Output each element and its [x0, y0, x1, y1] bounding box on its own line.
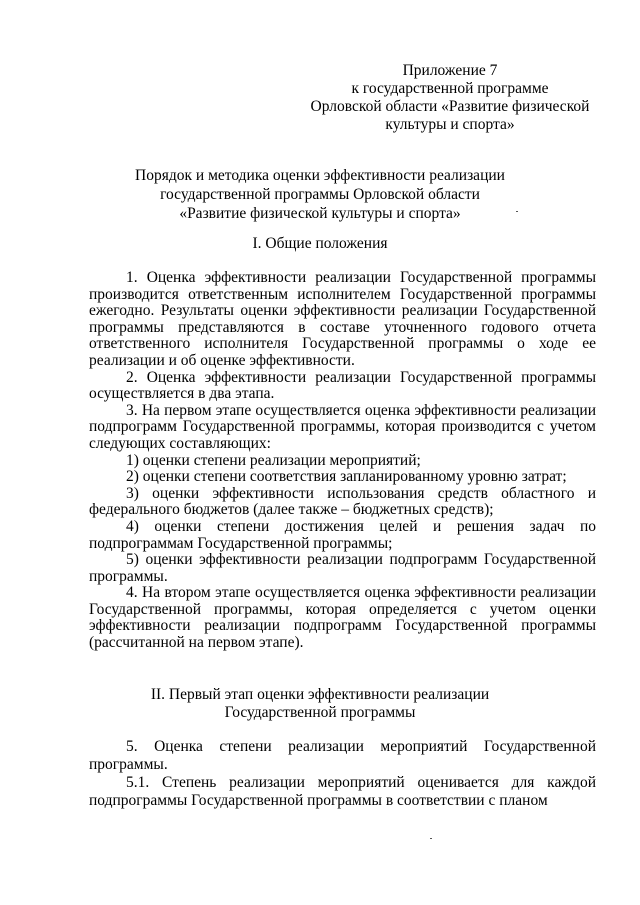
- appendix-line-3: Орловской области «Развитие физической: [310, 98, 590, 115]
- appendix-line-2: к государственной программе: [351, 80, 549, 97]
- title-line-3: «Развитие физической культуры и спорта»: [179, 205, 461, 222]
- list-item: 5) оценки эффективности реализации подпрограмм Государственной программы.: [89, 551, 596, 585]
- appendix-line-1: Приложение 7: [402, 62, 498, 79]
- section-2-body: [89, 738, 596, 810]
- scan-speck: [430, 838, 432, 839]
- paragraph: 5. Оценка степени реализации мероприятий Государственной программы.: [89, 738, 596, 773]
- section-2-heading-line-1: II. Первый этап оценки эффективности реализации: [150, 686, 490, 703]
- list-item: 4) оценки степени достижения целей и решения задач по подпрограммам Государственной программы;: [89, 517, 596, 552]
- document-title: [80, 166, 560, 223]
- section-2-heading: [80, 686, 560, 722]
- scan-speck: [516, 211, 518, 212]
- list-item: 3) оценки эффективности использования средств областного и федерального бюджетов (далее также – бюджетных средств);: [89, 484, 596, 519]
- title-line-1: Порядок и методика оценки эффективности реализации: [135, 167, 505, 184]
- section-1-heading: I. Общие положения: [252, 235, 388, 252]
- appendix-header: [300, 62, 600, 134]
- paragraph: 3. На первом этапе осуществляется оценка эффективности реализации подпрограмм Государственной программы, которая производится с учетом следующих составляющих:: [89, 401, 596, 452]
- paragraph: 5.1. Степень реализации мероприятий оценивается для каждой подпрограммы Государственной программы в соответствии с планом: [89, 774, 596, 809]
- section-2-heading-line-2: Государственной программы: [224, 704, 416, 721]
- paragraph: 2. Оценка эффективности реализации Государственной программы осуществляется в два этапа.: [89, 368, 596, 403]
- section-1-body: [89, 270, 596, 652]
- paragraph: 4. На втором этапе осуществляется оценка эффективности реализации Государственной программы, которая определяется с учетом оценки эффективности реализации подпрограмм Государственной программы (рассчитанной на первом этапе).: [89, 584, 596, 652]
- list-item: 2) оценки степени соответствия запланированному уровню затрат;: [126, 468, 567, 486]
- appendix-line-4: культуры и спорта»: [385, 116, 515, 133]
- list-item: 1) оценки степени реализации мероприятий;: [126, 451, 421, 469]
- paragraph: 1. Оценка эффективности реализации Государственной программы производится ответственным исполнителем Государственной программы ежегодно. Результаты оценки эффективности реализации Государственной программы представляются в составе уточненного годового отчета ответственного исполнителя Государственной программы о ходе ее реализации и об оценке эффективности.: [89, 269, 596, 369]
- title-line-2: государственной программы Орловской области: [160, 186, 480, 203]
